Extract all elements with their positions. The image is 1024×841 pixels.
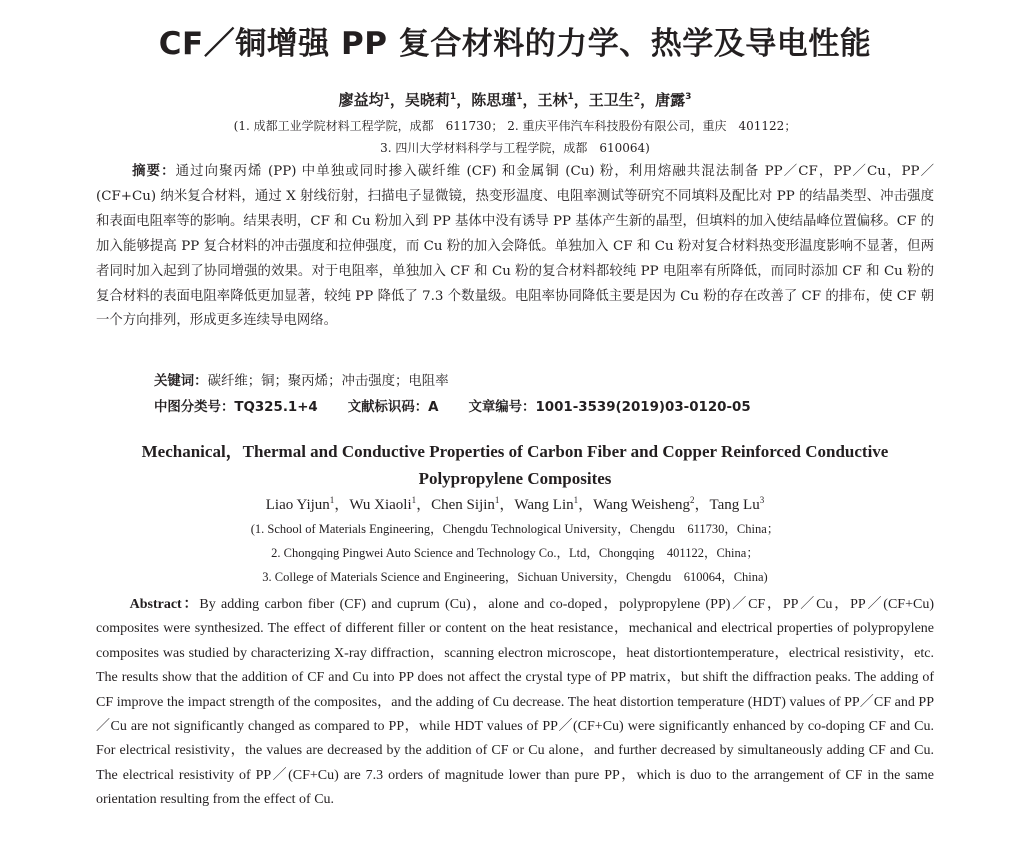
- classification-line: [154, 398, 751, 418]
- author-name: Liao Yijun: [265, 497, 330, 513]
- author-affiliation-mark: 2: [633, 92, 641, 102]
- keywords-label: 关键词：: [154, 374, 208, 389]
- author-name: 王卫生: [588, 91, 634, 109]
- author-name: 王林: [537, 91, 568, 109]
- author-name: Chen Sijin: [431, 497, 495, 513]
- abstract-label: 摘要：: [132, 164, 176, 179]
- abstract-text: 通过向聚丙烯 (PP) 中单独或同时掺入碳纤维 (CF) 和金属铜 (Cu) 粉，利用熔融共混法制备 PP／CF，PP／Cu，PP／(CF+Cu) 纳米复合材料，通过 X 射线衍射，扫描电子显微镜，热变形温度、电阻率测试等研究不同填料及配比对 PP 的结晶类型、冲击强度和表面电阻率等的影响。结果表明，CF 和 Cu 粉加入到 PP 基体中没有诱导 PP 基体产生新的晶型，但填料的加入使结晶峰位置偏移。CF 的加入能够提高 PP 复合材料的冲击强度和拉伸强度，而 Cu 粉的加入会降低。单独加入 CF 和 Cu 粉对复合材料热变形温度影响不显著，但两者同时加入起到了协同增强的效果。对于电阻率，单独加入 CF 和 Cu 粉的复合材料都较纯 PP 电阻率有所降低，而同时添加 CF 和 Cu 粉的复合材料的表面电阻率降低更加显著，较纯 PP 降低了 7.3 个数量级。电阻率协同降低主要是因为 Cu 粉的存在改善了 CF 的排布，使 CF 朝一个方向排列，形成更多连续导电网络。: [96, 164, 935, 329]
- clc-value: TQ325.1+4: [234, 400, 318, 415]
- author-name: Wang Lin: [514, 497, 574, 513]
- author-name: Tang Lu: [709, 497, 760, 513]
- abstract-text: By adding carbon fiber (CF) and cuprum (Cu)，alone and co-doped，polypropylene (PP)／CF，PP／Cu，PP／(CF+Cu) composites were synthesized. The effect of different filler or content on the heat resistance，mechanical and electrical properties of polypropylene composites was studied by characterizing X-ray diffraction，scanning electron microscope，heat distortiontemperature，electrical resistivity，etc. The results show that the addition of CF and Cu into PP does not affect the crystal type of PP matrix，but shift the diffraction peaks. The adding of CF improve the impact strength of the composites，and the adding of Cu decrease. The heat distortion temperature (HDT) values of PP／CF and PP／Cu are not significantly changed as compared to PP，while HDT values of PP／(CF+Cu) were significantly enhanced by co-doping CF and Cu. For electrical resistivity，the values are decreased by the addition of CF or Cu alone，and further decreased by simultaneously adding CF and Cu. The electrical resistivity of PP／(CF+Cu) are 7.3 orders of magnitude lower than pure PP，which is duo to the arrangement of CF in the same orientation resulting from the effect of Cu.: [96, 597, 934, 808]
- author-affiliation-mark: 2: [690, 495, 695, 505]
- author-affiliation-mark: 1: [494, 495, 500, 505]
- english-title: Mechanical，Thermal and Conductive Properties of Carbon Fiber and Copper Reinforced Conductive Polypropylene Composites: [141, 442, 889, 488]
- chinese-title: CF／铜增强 PP 复合材料的力学、热学及导电性能: [158, 26, 872, 62]
- author-affiliation-mark: 1: [573, 495, 579, 505]
- clc-label: 中图分类号：: [154, 400, 235, 415]
- english-affiliation-line: 2. Chongqing Pingwei Auto Science and Technology Co.，Ltd，Chongqing 401122，China；: [271, 546, 759, 560]
- author-affiliation-mark: 1: [449, 92, 457, 102]
- author-name: Wang Weisheng: [593, 497, 691, 513]
- author-name: 唐露: [655, 91, 686, 109]
- author-affiliation-mark: 1: [383, 92, 390, 102]
- abstract-label: Abstract：: [129, 597, 200, 612]
- author-name: 廖益均: [338, 91, 384, 109]
- keywords-line: [154, 372, 449, 392]
- author-affiliation-mark: 3: [685, 92, 692, 102]
- author-affiliation-mark: 1: [329, 495, 335, 505]
- document-code-value: A: [428, 400, 439, 415]
- article-number-label: 文章编号：: [468, 400, 536, 415]
- english-affiliation-line: 3. College of Materials Science and Engineering，Sichuan University，Chengdu 610064，China): [262, 570, 768, 584]
- document-code-label: 文献标识码：: [347, 400, 429, 415]
- chinese-affiliation-line: 3. 四川大学材料科学与工程学院，成都 610064): [380, 141, 650, 155]
- english-abstract: [96, 593, 934, 813]
- author-name: Wu Xiaoli: [349, 497, 412, 513]
- english-affiliation-line: (1. School of Materials Engineering，Chengdu Technological University，Chengdu 611730，China；: [250, 522, 780, 536]
- chinese-affiliation-line: (1. 成都工业学院材料工程学院，成都 611730； 2. 重庆平伟汽车科技股份有限公司，重庆 401122；: [233, 119, 797, 133]
- author-affiliation-mark: 3: [759, 495, 765, 505]
- english-author-list: Liao Yijun$^1$，Wu Xiaoli$^1$，Chen Sijin$^1$，Wang Lin$^1$，Wang Weisheng$^2$，Tang Lu$^3$: [265, 495, 765, 513]
- article-number-value: 1001-3539(2019)03-0120-05: [535, 400, 751, 415]
- author-affiliation-mark: 1: [516, 92, 523, 102]
- author-affiliation-mark: 1: [411, 495, 417, 505]
- author-name: 陈思瑾: [471, 91, 517, 109]
- chinese-abstract: [96, 160, 934, 334]
- author-name: 吴晓莉: [404, 91, 450, 109]
- chinese-author-list: 廖益均$^1$，吴晓莉$^1$，陈思瑾$^1$，王林$^1$，王卫生$^2$，唐露$^3$: [338, 91, 692, 109]
- keywords-text: 碳纤维；铜；聚丙烯；冲击强度；电阻率: [207, 374, 449, 389]
- author-affiliation-mark: 1: [567, 92, 574, 102]
